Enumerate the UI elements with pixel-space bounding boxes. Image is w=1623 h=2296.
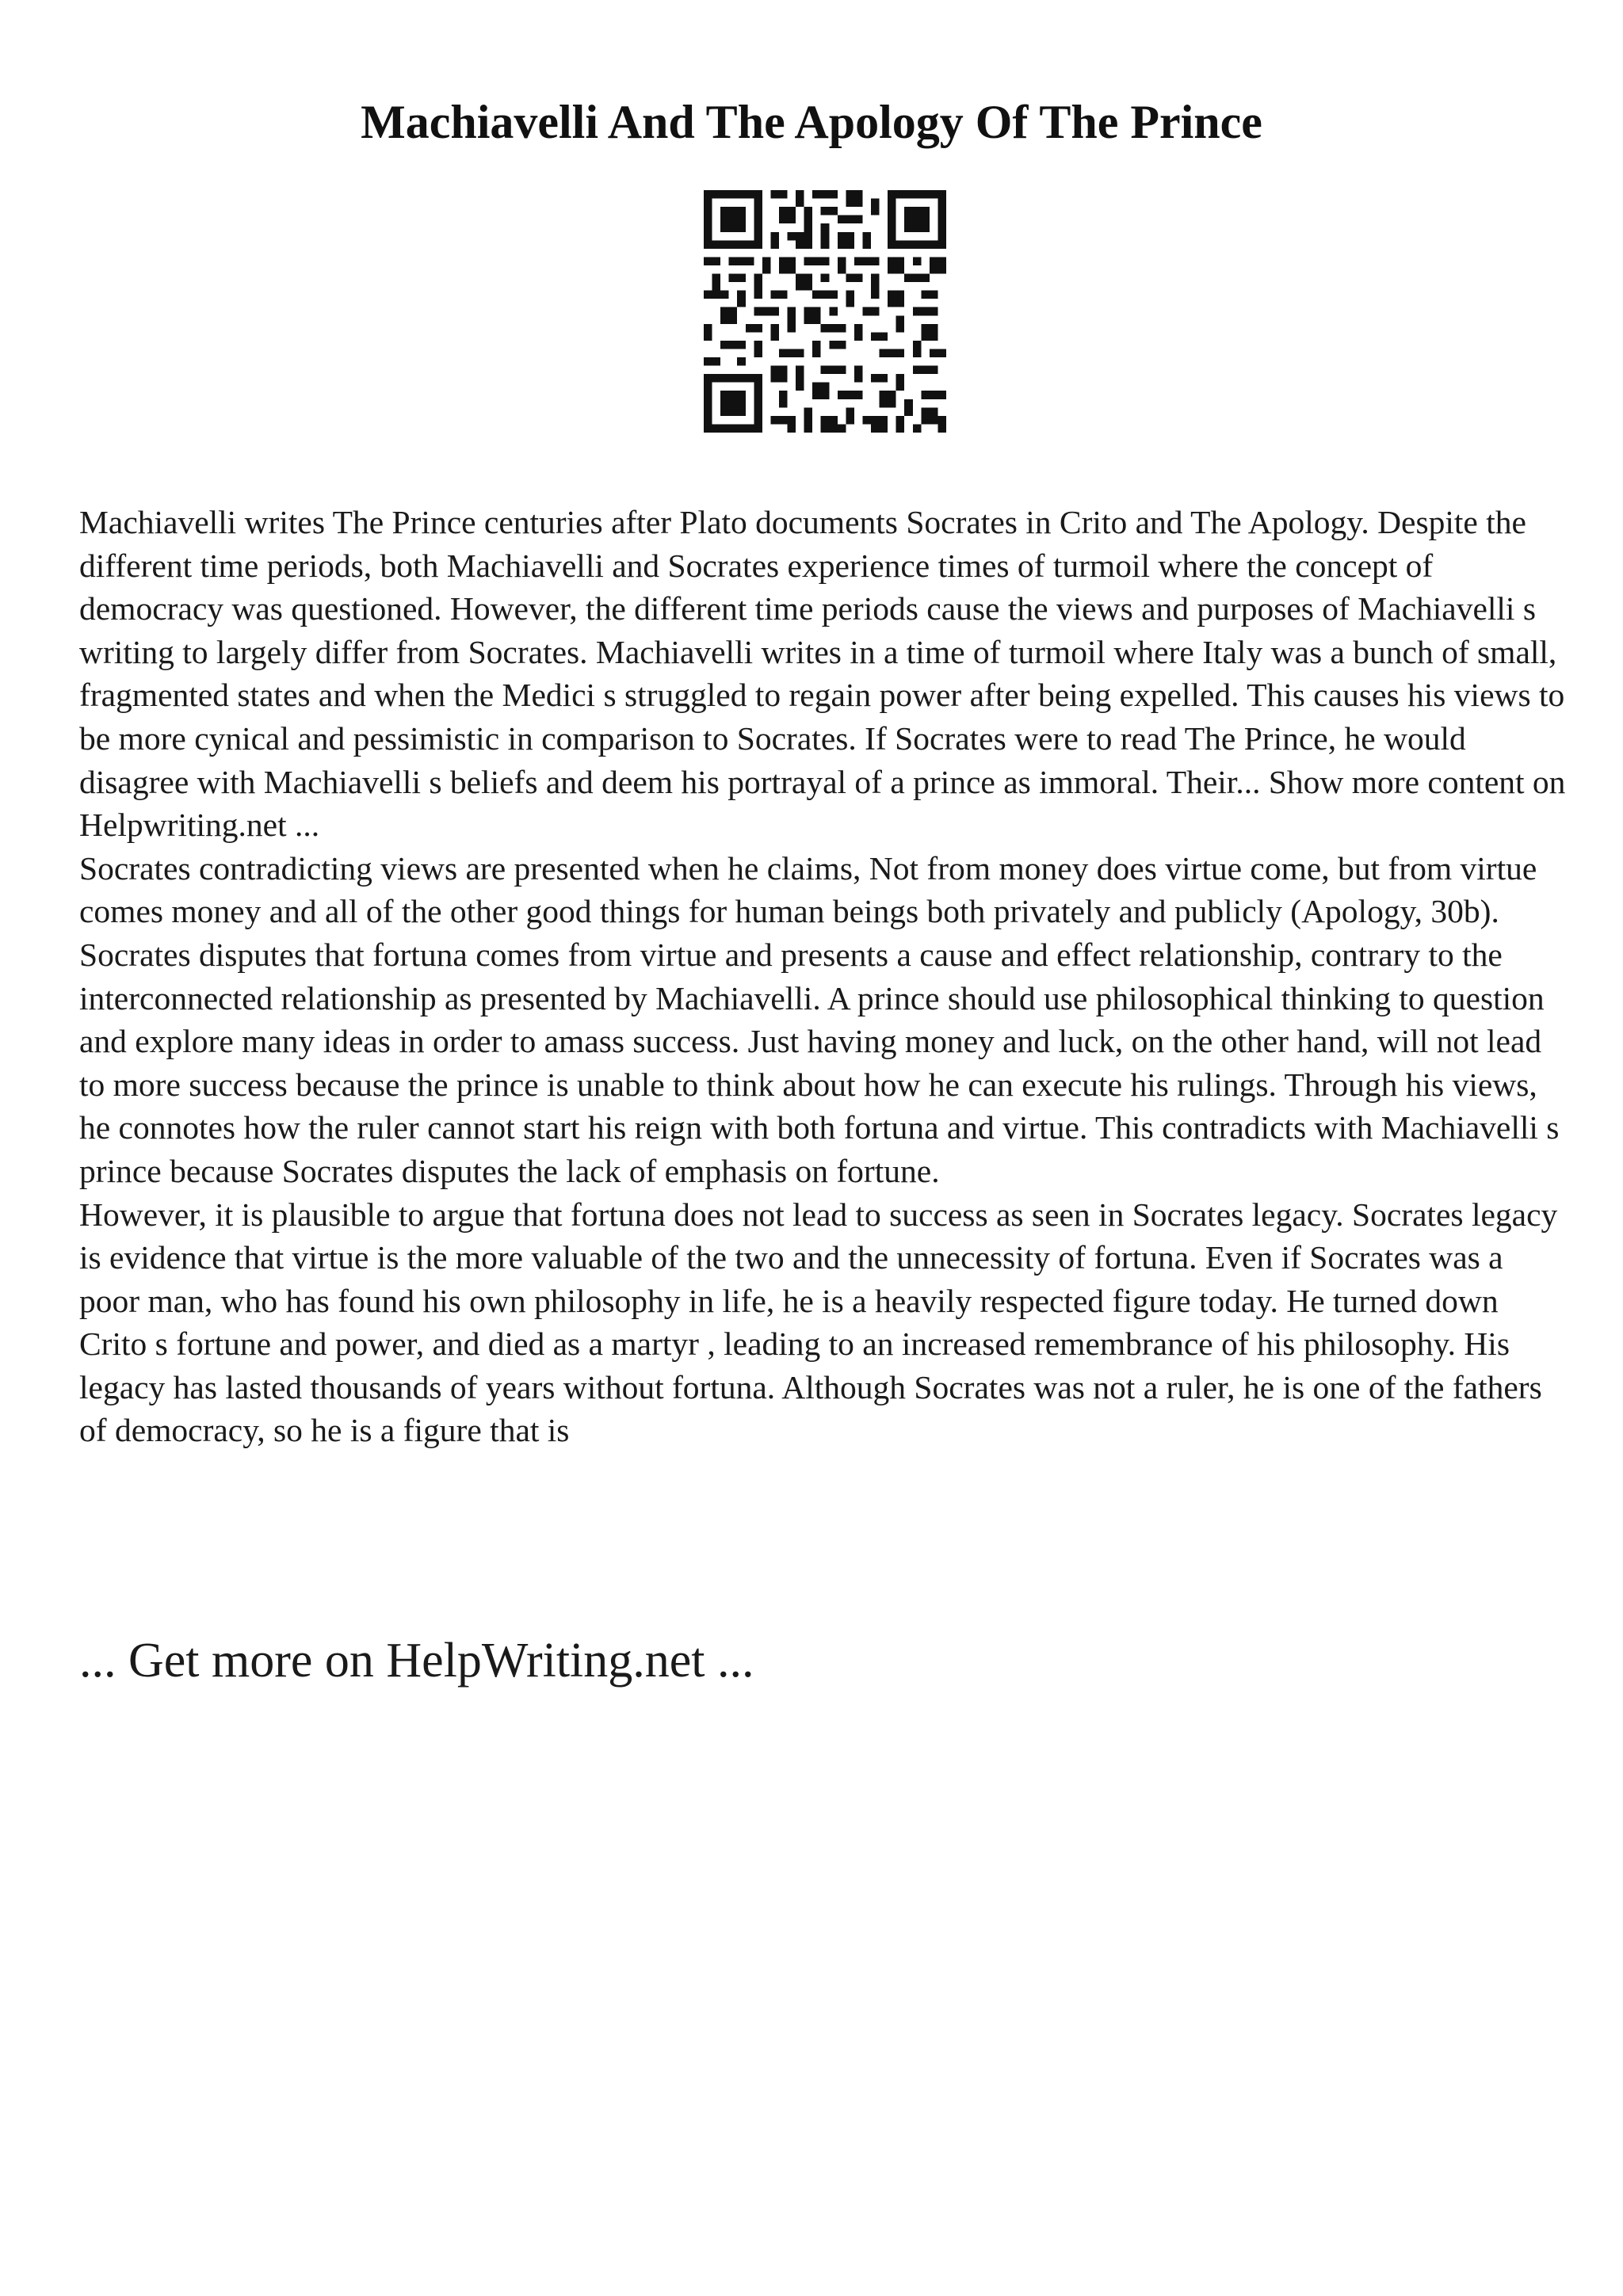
- paragraph-1: Machiavelli writes The Prince centuries after Plato documents Socrates in Crito and The Apology. Despite the different time periods, both Machiavelli and Socrates experience times of turmoil where the concept of democracy was questioned. However, the different time periods cause the views and purposes of Machiavelli s writing to largely differ from Socrates. Machiavelli writes in a time of turmoil where Italy was a bunch of small, fragmented states and when the Medici s struggled to regain power after being expelled. This causes his views to be more cynical and pessimistic in comparison to Socrates. If Socrates were to read The Prince, he would disagree with Machiavelli s beliefs and deem his portrayal of a prince as immoral. Their... Show more content on Helpwriting.net ...: [79, 504, 1566, 844]
- paragraph-3: However, it is plausible to argue that fortuna does not lead to success as seen in Socrates legacy. Socrates legacy is evidence that virtue is the more valuable of the two and the unnecessity of fortuna. Even if Socrates was a poor man, who has found his own philosophy in life, he is a heavily respected figure today. He turned down Crito s fortune and power, and died as a martyr , leading to an increased remembrance of his philosophy. His legacy has lasted thousands of years without fortuna. Although Socrates was not a ruler, he is one of the fathers of democracy, so he is a figure that is: [79, 1196, 1558, 1449]
- page-title: Machiavelli And The Apology Of The Prince: [361, 96, 1262, 148]
- qr-code-icon[interactable]: [704, 190, 946, 433]
- body-text: [79, 501, 1569, 1452]
- paragraph-2: Socrates contradicting views are presented when he claims, Not from money does virtue come, but from virtue comes money and all of the other good things for human beings both privately and publicly (Apology, 30b). Socrates disputes that fortuna comes from virtue and presents a cause and effect relationship, contrary to the interconnected relationship as presented by Machiavelli. A prince should use philosophical thinking to question and explore many ideas in order to amass success. Just having money and luck, on the other hand, will not lead to more success because the prince is unable to think about how he can execute his rulings. Through his views, he connotes how the ruler cannot start his reign with both fortuna and virtue. This contradicts with Machiavelli s prince because Socrates disputes the lack of emphasis on fortune.: [79, 849, 1560, 1189]
- get-more-link[interactable]: ... Get more on HelpWriting.net ...: [79, 1634, 754, 1688]
